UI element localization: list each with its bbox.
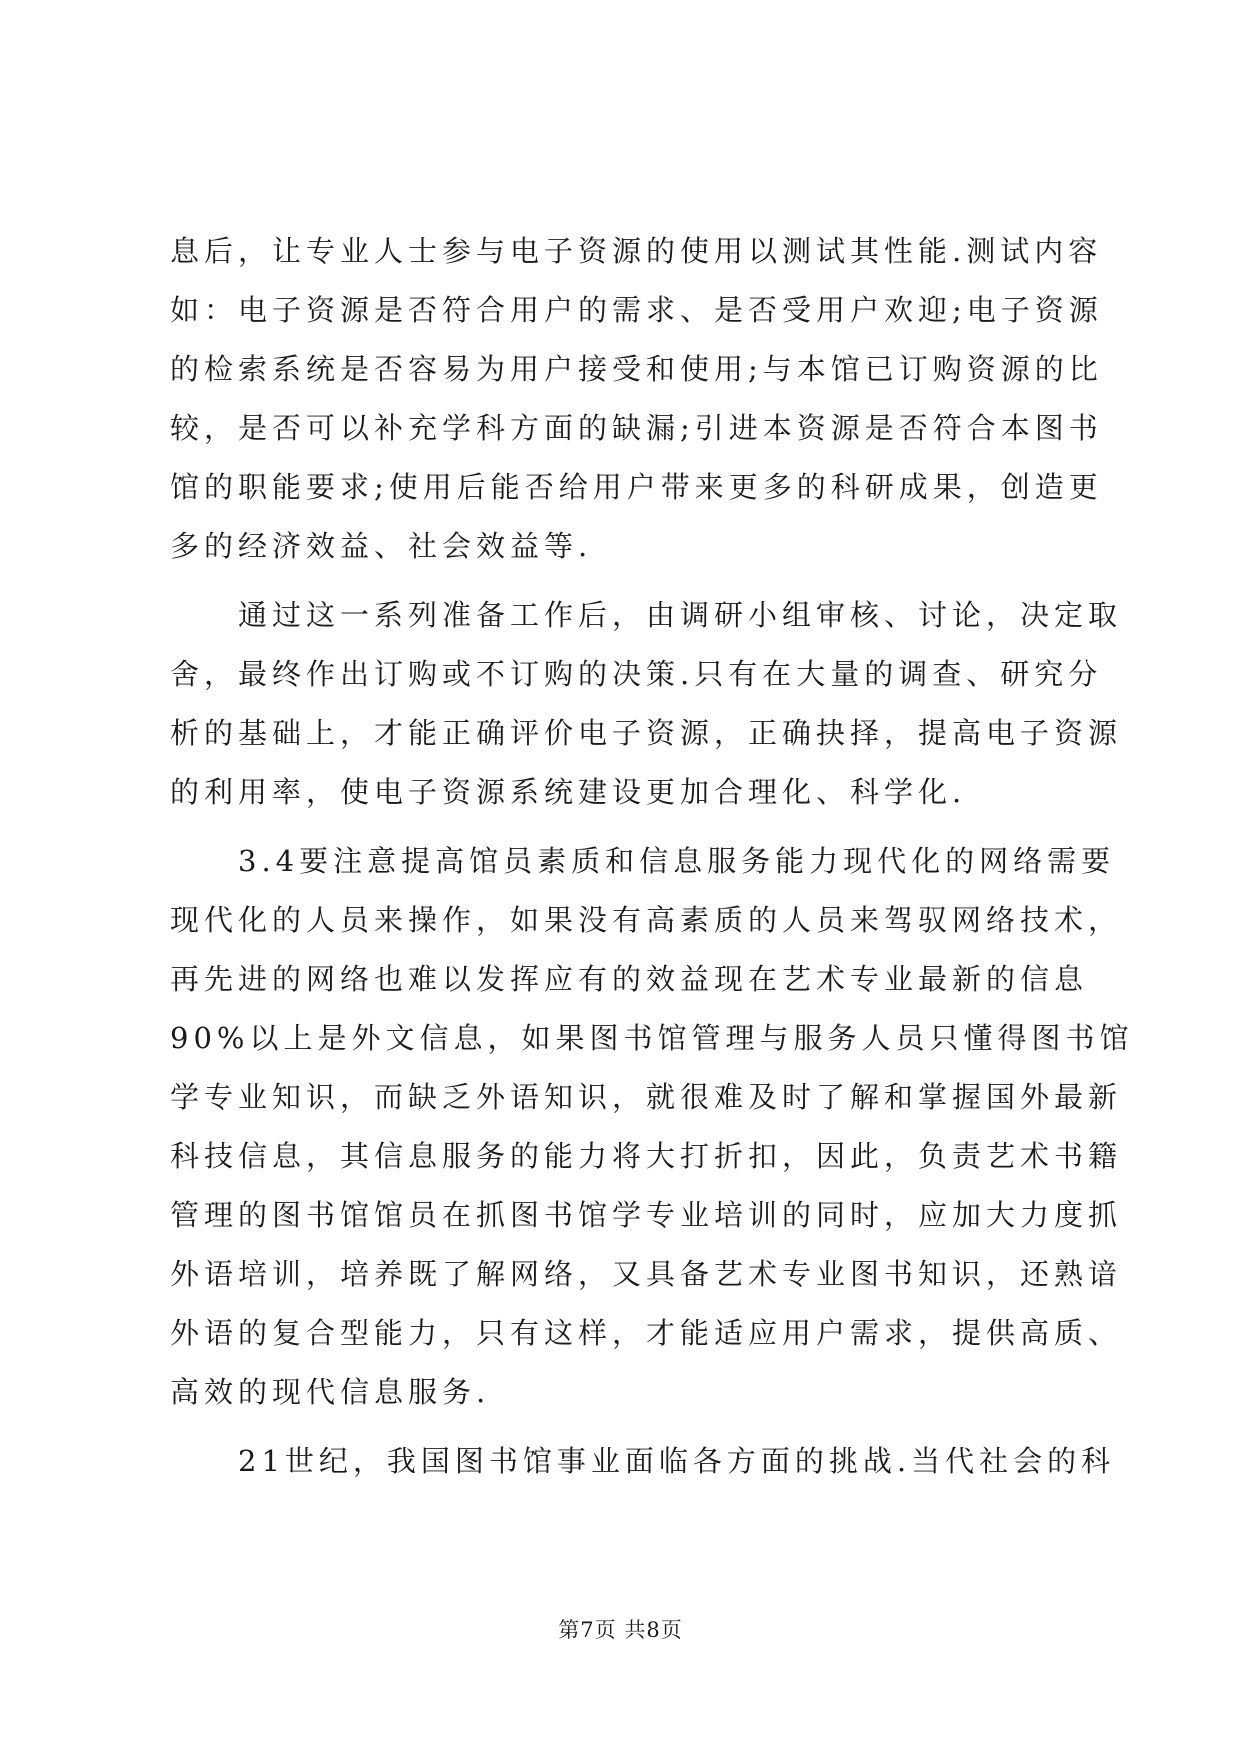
paragraph-gap xyxy=(170,576,1090,586)
text-line: 外语培训，培养既了解网络，又具备艺术专业图书知识，还熟谙 xyxy=(170,1257,1123,1291)
text-line: 多的经济效益、社会效益等. xyxy=(170,529,593,563)
paragraph-gap xyxy=(170,1422,1090,1432)
text-line: 现代化的人员来操作，如果没有高素质的人员来驾驭网络技术， xyxy=(170,903,1123,937)
text-line: 如：电子资源是否符合用户的需求、是否受用户欢迎;电子资源 xyxy=(170,293,1103,327)
text-line: 外语的复合型能力，只有这样，才能适应用户需求，提供高质、 xyxy=(170,1316,1123,1350)
text-line: 舍，最终作出订购或不订购的决策.只有在大量的调查、研究分 xyxy=(170,657,1103,691)
text-line: 通过这一系列准备工作后，由调研小组审核、讨论，决定取 xyxy=(170,598,1123,632)
text-line: 3.4要注意提高馆员素质和信息服务能力现代化的网络需要 xyxy=(170,844,1116,878)
text-line: 息后，让专业人士参与电子资源的使用以测试其性能.测试内容 xyxy=(170,234,1103,268)
text-line: 学专业知识，而缺乏外语知识，就很难及时了解和掌握国外最新 xyxy=(170,1080,1123,1114)
text-line: 再先进的网络也难以发挥应有的效益现在艺术专业最新的信息 xyxy=(170,962,1089,996)
paragraph-gap xyxy=(170,822,1090,832)
text-line: 馆的职能要求;使用后能否给用户带来更多的科研成果，创造更 xyxy=(170,470,1103,504)
text-line: 21世纪，我国图书馆事业面临各方面的挑战.当代社会的科 xyxy=(170,1444,1116,1478)
text-line: 较，是否可以补充学科方面的缺漏;引进本资源是否符合本图书 xyxy=(170,411,1103,445)
text-line: 的检索系统是否容易为用户接受和使用;与本馆已订购资源的比 xyxy=(170,352,1103,386)
text-line: 高效的现代信息服务. xyxy=(170,1375,491,1409)
text-line: 管理的图书馆馆员在抓图书馆学专业培训的同时，应加大力度抓 xyxy=(170,1198,1123,1232)
text-line: 的利用率，使电子资源系统建设更加合理化、科学化. xyxy=(170,775,967,809)
text-line: 科技信息，其信息服务的能力将大打折扣，因此，负责艺术书籍 xyxy=(170,1139,1123,1173)
text-line: 90%以上是外文信息，如果图书馆管理与服务人员只懂得图书馆 xyxy=(170,1021,1134,1055)
page-footer: 第7页 共8页 xyxy=(558,1618,683,1642)
body-text xyxy=(170,222,1134,1491)
text-line: 析的基础上，才能正确评价电子资源，正确抉择，提高电子资源 xyxy=(170,716,1123,750)
